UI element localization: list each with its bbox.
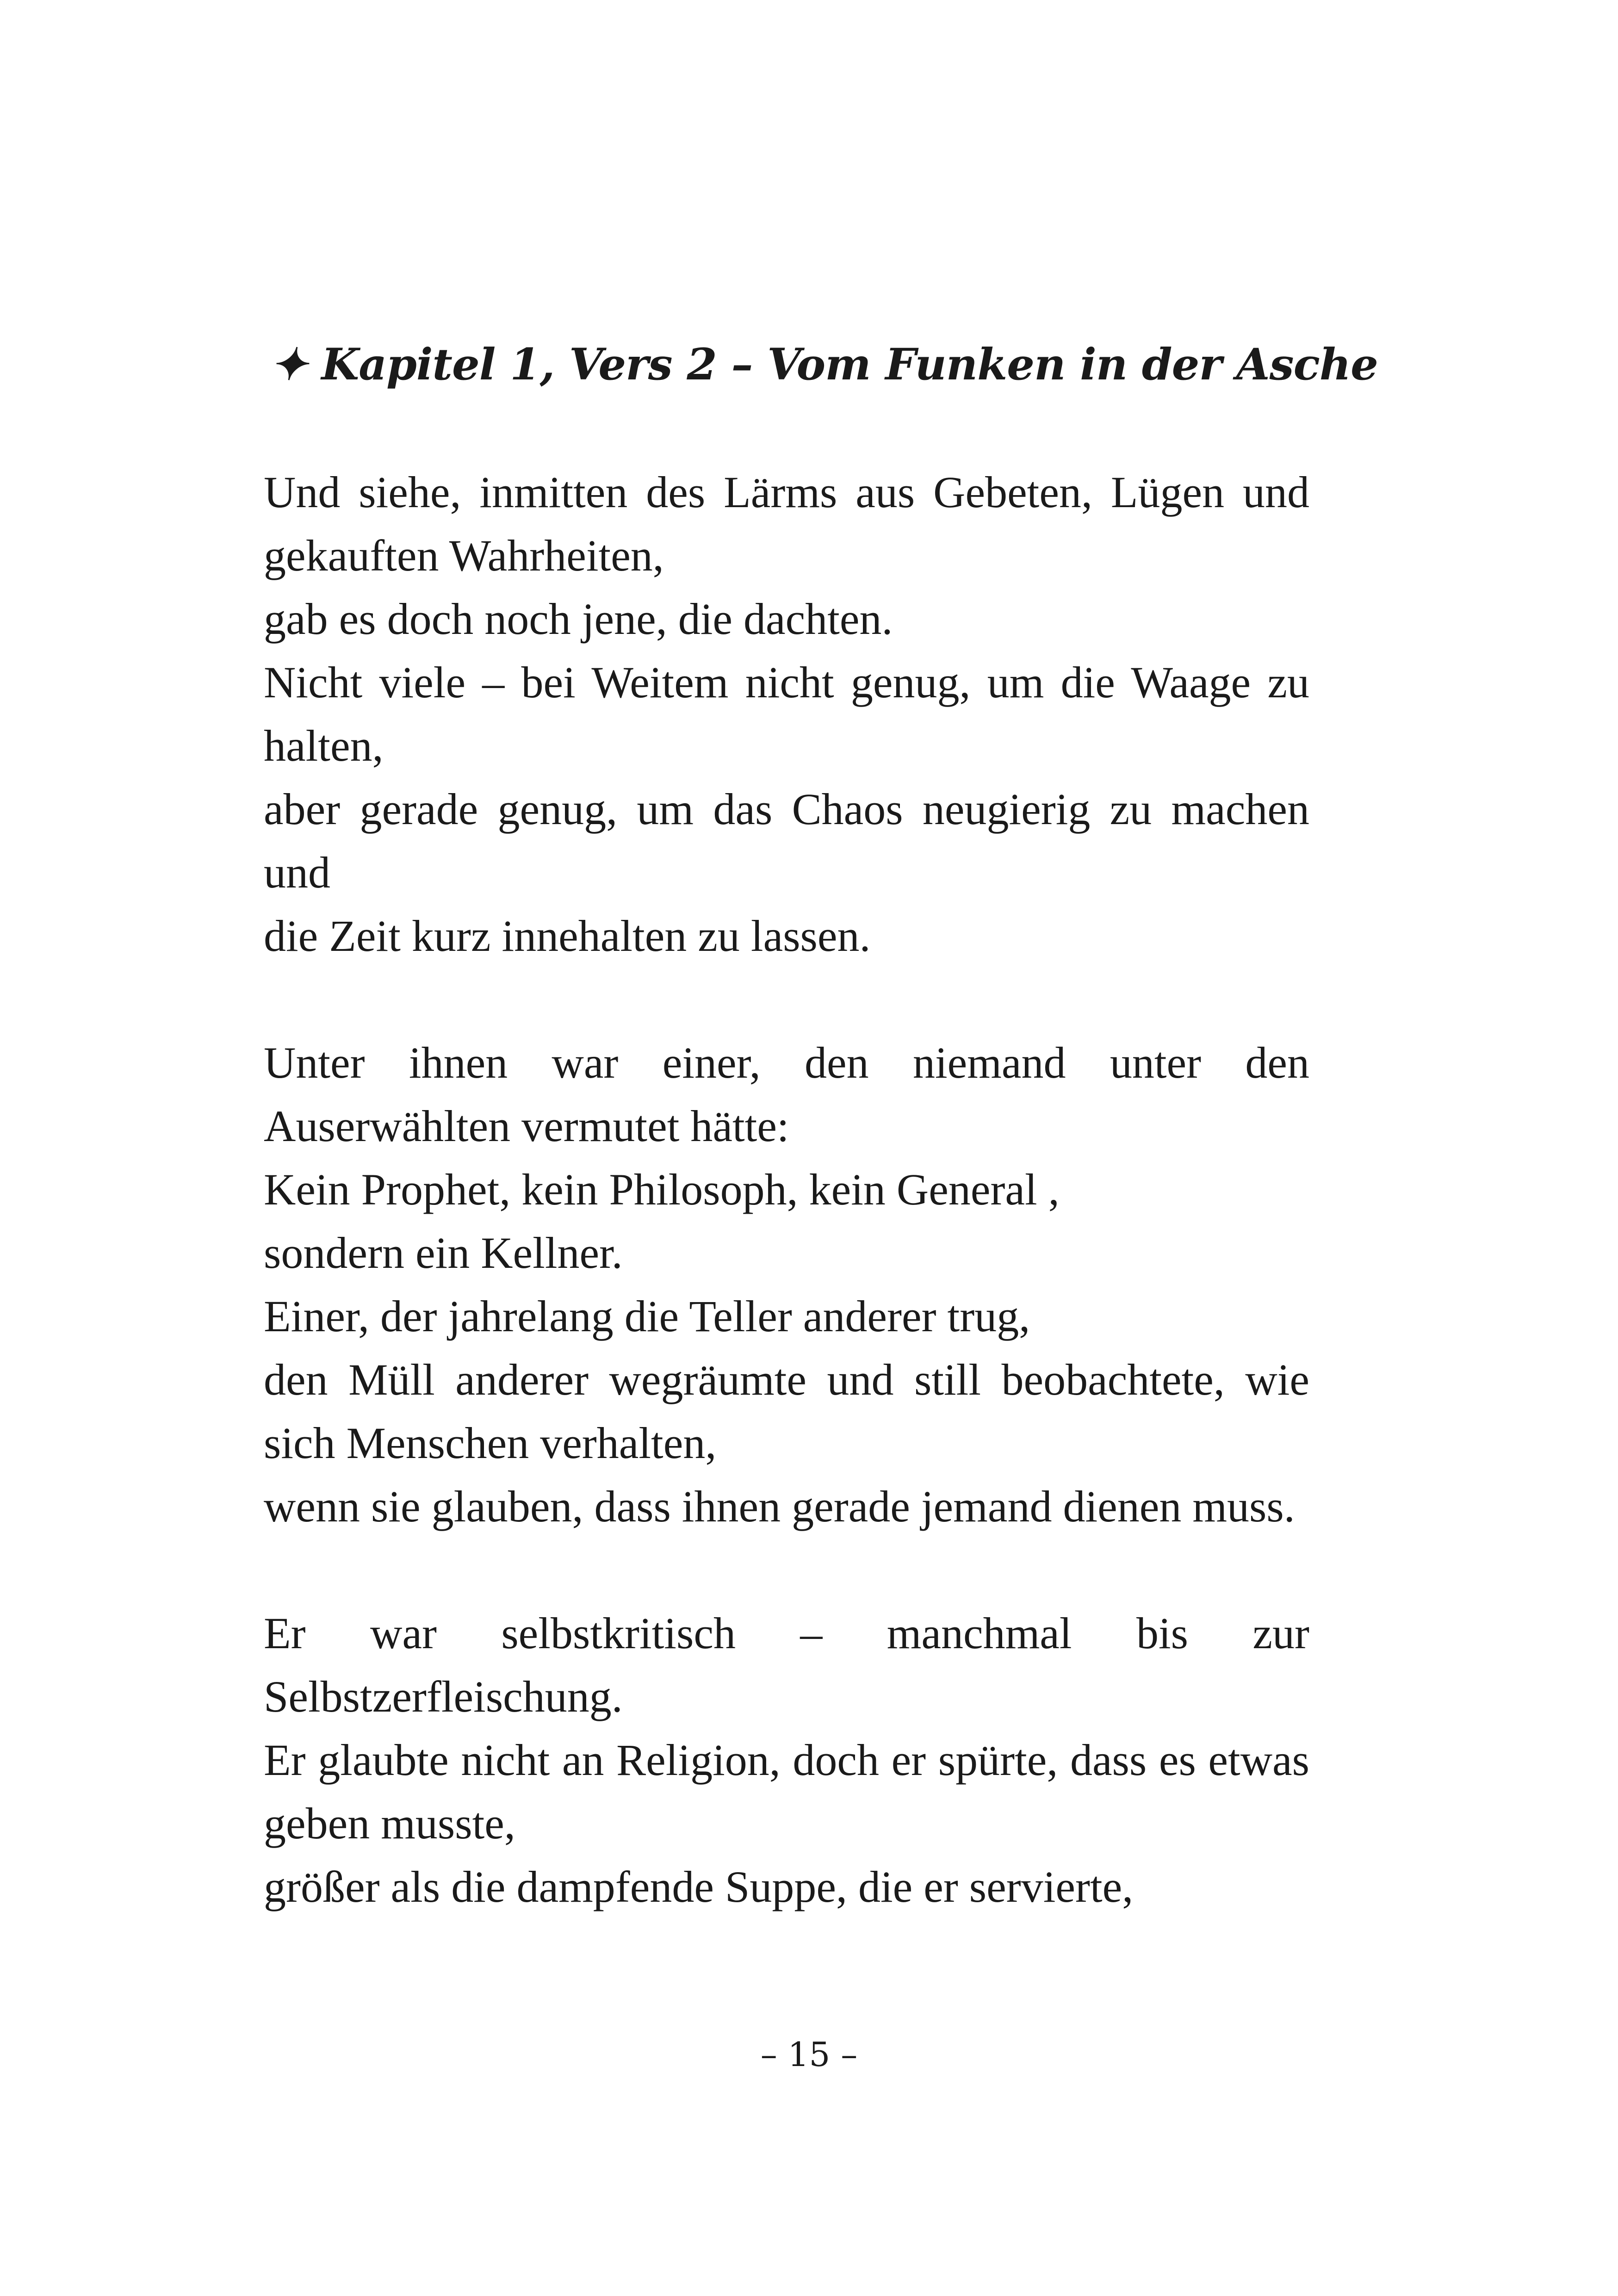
page-number: – 15 – — [760, 2035, 858, 2074]
star-icon: ✦ — [271, 339, 307, 390]
text-line: Er glaubte nicht an Religion, doch er spürte, dass es etwas — [264, 1735, 1309, 1785]
text-line: Einer, der jahrelang die Teller anderer trug, — [264, 1291, 1030, 1341]
chapter-title: Kapitel 1, Vers 2 – Vom Funken in der Asche — [321, 339, 1378, 390]
paragraph-1 — [264, 460, 1309, 968]
text-line: Er war selbstkritisch – manchmal bis zur — [264, 1608, 1309, 1658]
text-line: Selbstzerfleischung. — [264, 1672, 623, 1721]
text-line: aber gerade genug, um das Chaos neugierig zu machen und — [264, 784, 1309, 897]
text-line: größer als die dampfende Suppe, die er servierte, — [264, 1862, 1134, 1911]
text-line: Nicht viele – bei Weitem nicht genug, um die Waage zu — [264, 658, 1309, 707]
text-line: Unter ihnen war einer, den niemand unter den — [264, 1038, 1309, 1087]
text-line: geben musste, — [264, 1799, 515, 1848]
text-line: Auserwählten vermutet hätte: — [264, 1101, 789, 1151]
text-line: gab es doch noch jene, die dachten. — [264, 594, 893, 644]
paragraph-2 — [264, 1031, 1309, 1538]
text-line: sondern ein Kellner. — [264, 1228, 623, 1278]
text-line: sich Menschen verhalten, — [264, 1418, 717, 1468]
text-line: Und siehe, inmitten des Lärms aus Gebeten, Lügen und — [264, 467, 1309, 517]
text-line: halten, — [264, 721, 384, 770]
body-text — [264, 460, 1309, 1982]
paragraph-3 — [264, 1601, 1309, 1918]
text-line: Kein Prophet, kein Philosoph, kein General , — [264, 1165, 1060, 1214]
chapter-heading — [271, 332, 1381, 397]
text-line: gekauften Wahrheiten, — [264, 531, 664, 580]
text-line: die Zeit kurz innehalten zu lassen. — [264, 911, 871, 961]
text-line: wenn sie glauben, dass ihnen gerade jemand dienen muss. — [264, 1482, 1295, 1531]
text-line: den Müll anderer wegräumte und still beobachtete, wie — [264, 1355, 1309, 1404]
